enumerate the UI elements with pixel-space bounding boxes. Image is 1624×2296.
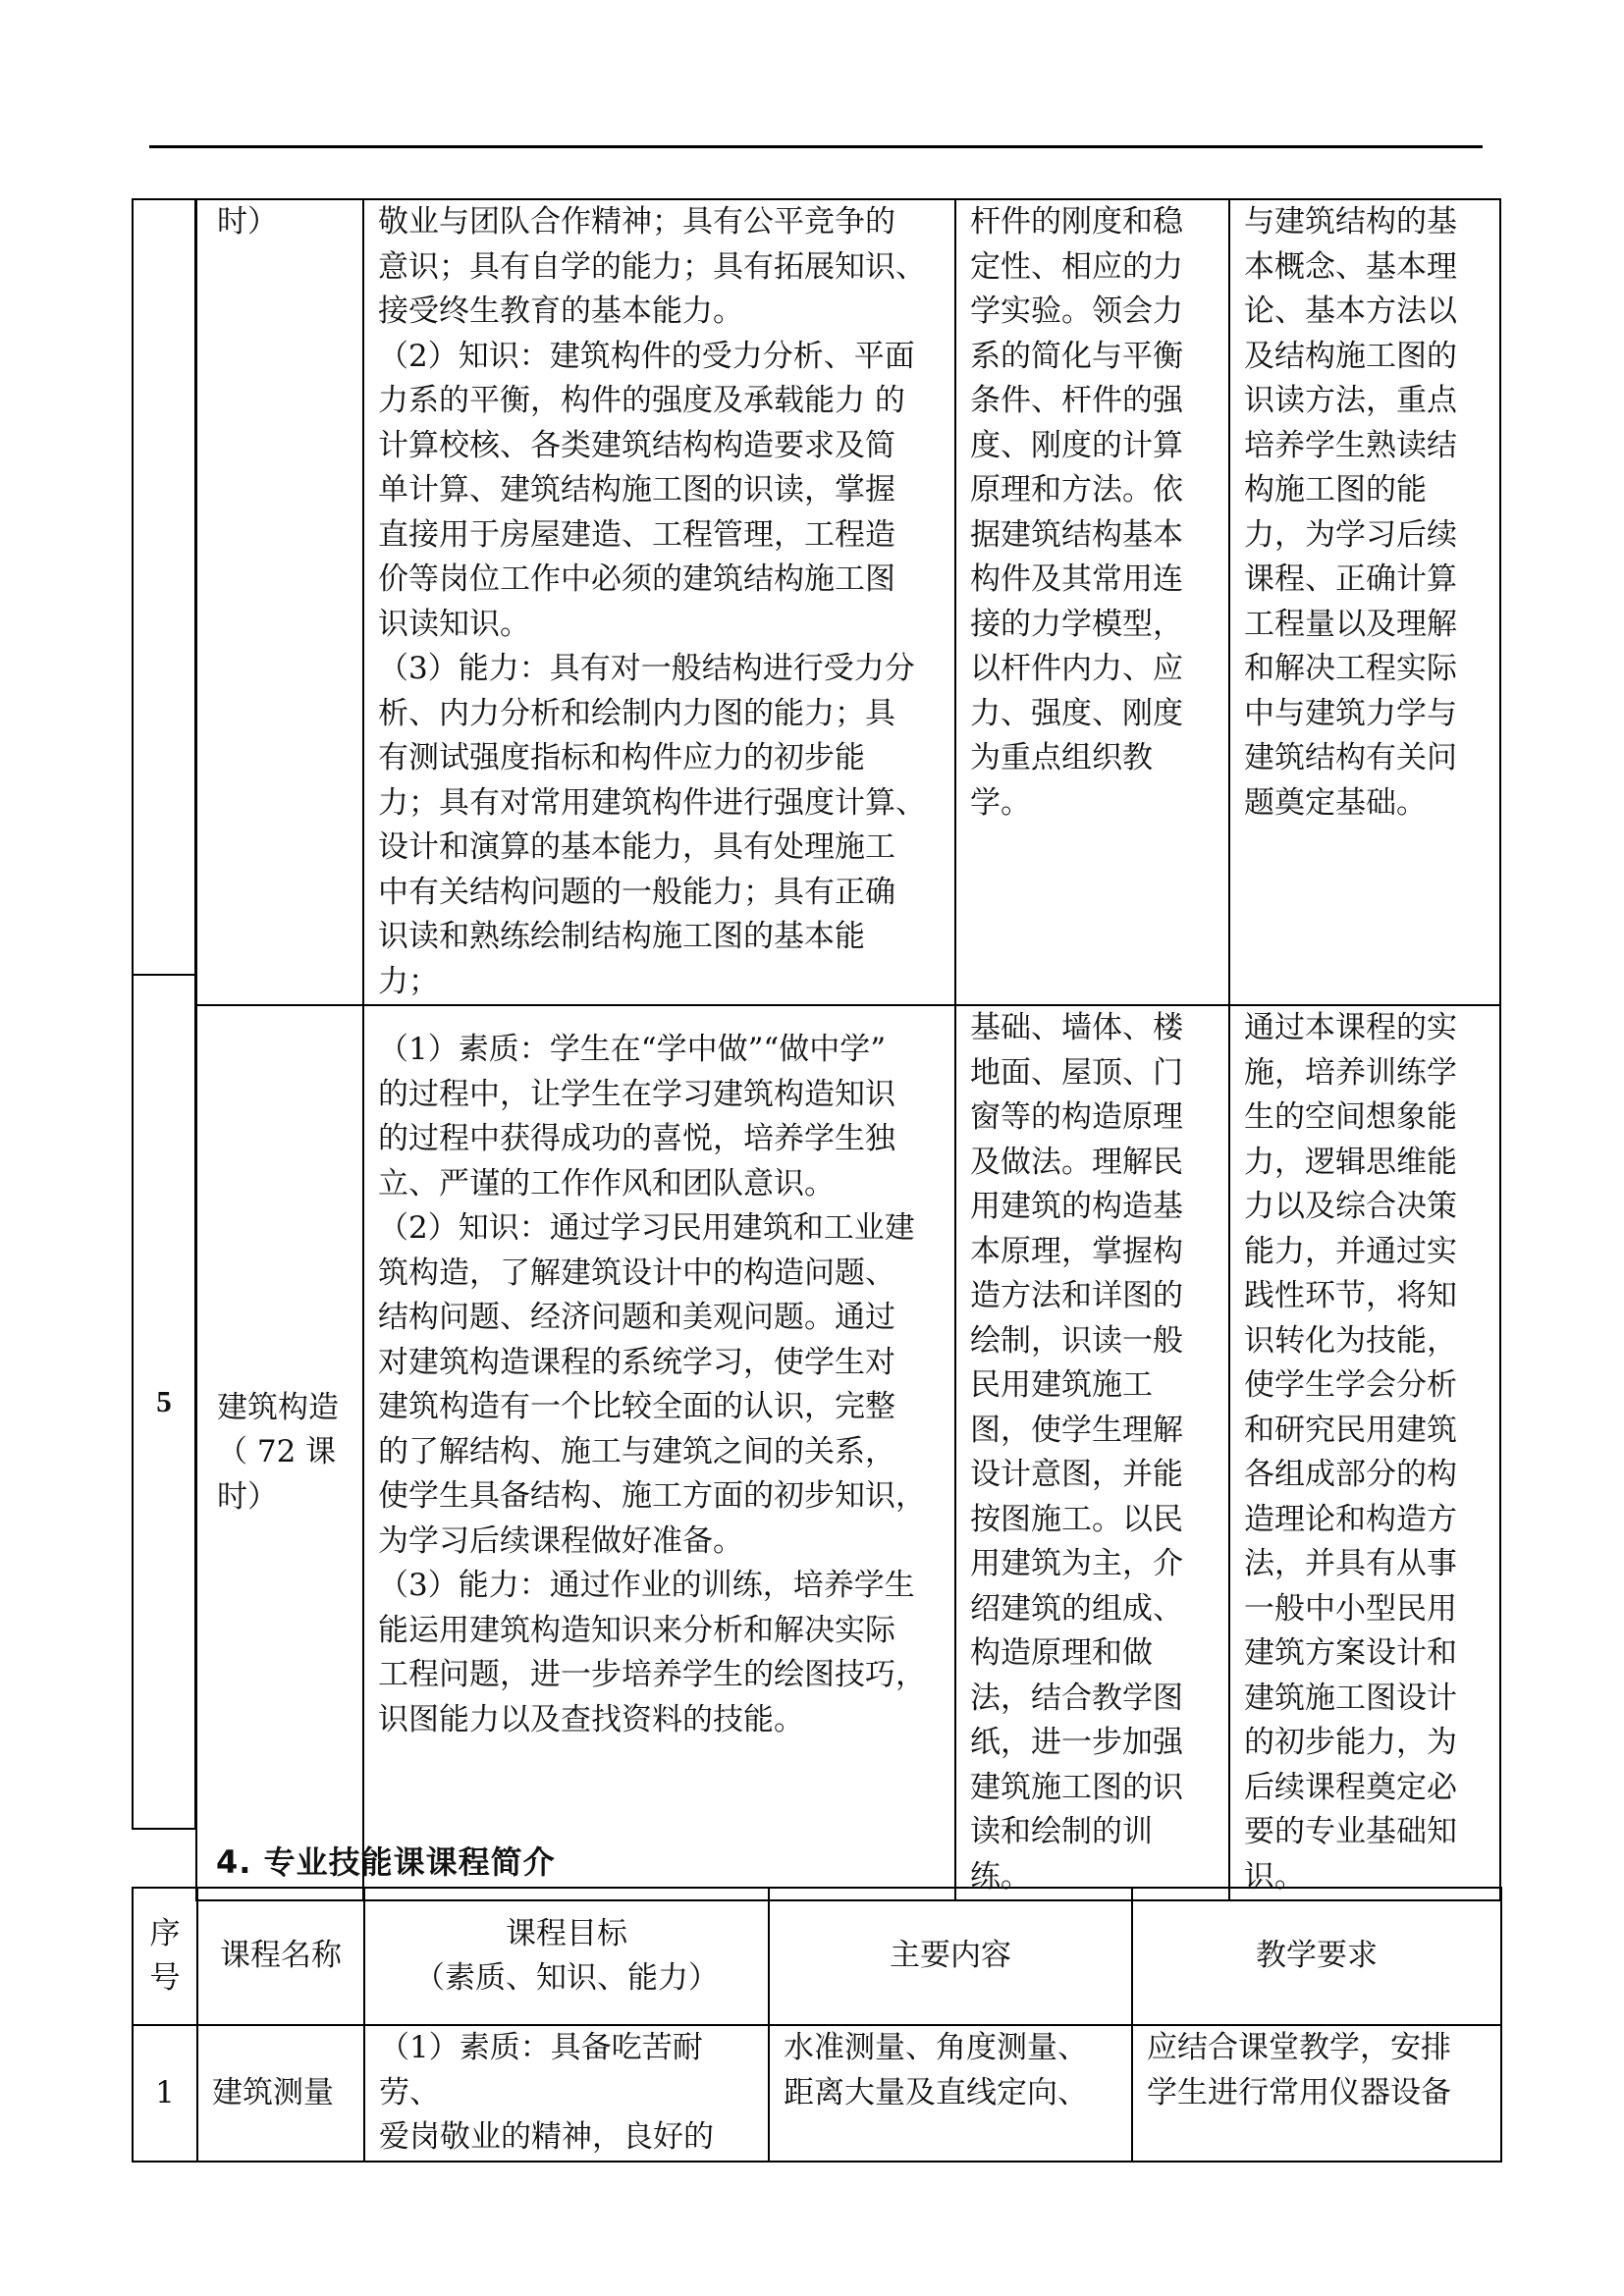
course-table-continued (195, 198, 1501, 1901)
header-content: 主要内容 (769, 1888, 1132, 2025)
requirements-text: 与建筑结构的基 本概念、基本理 论、基本方法以 及结构施工图的 识读方法，重点 培养学生熟读结 构施工图的能 力，为学习后续 课程、正确计算 工程量以及理解 和解决工程实际 中与建筑力学与 建筑结构有关问 题奠定基础。 (1244, 204, 1457, 821)
header-no: 序 号 (133, 1888, 197, 2025)
table-row (133, 2025, 1501, 2162)
skills-course-table (132, 1887, 1502, 2163)
requirements-cell (1229, 199, 1500, 1005)
objectives-cell: （1）素质：具备吃苦耐劳、 爱岗敬业的精神，良好的 (364, 2025, 769, 2162)
course-name-cell (196, 1005, 363, 1900)
section-title: 4. 专业技能课课程简介 (216, 1843, 556, 1881)
row-number: 1 (133, 2025, 197, 2162)
objectives-cell (363, 1005, 955, 1900)
header-objectives: 课程目标 （素质、知识、能力） (364, 1888, 769, 2025)
requirements-text: 通过本课程的实 施，培养训练学 生的空间想象能 力，逻辑思维能 力以及综合决策 能力，并通过实 践性环节，将知 识转化为技能， 使学生学会分析 和研究民用建筑 各组成部分的构 造理论和构造方 法，并具有从事 一般中小型民用 建筑方案设计和 建筑施工图设计 的初步能力，为 后续课程奠定必 要的专业基础知 识。 (1244, 1010, 1457, 1895)
requirements-cell: 应结合课堂教学，安排 学生进行常用仪器设备 (1132, 2025, 1501, 2162)
course-name-cell (196, 199, 363, 1005)
header-course-name: 课程名称 (197, 1888, 364, 2025)
content-text: 基础、墙体、楼 地面、屋顶、门 窗等的构造原理 及做法。理解民 用建筑的构造基 本原理，掌握构 造方法和详图的 绘制，识读一般 民用建筑施工 图，使学生理解 设计意图，并能 按图施工。以民 用建筑为主，介 绍建筑的组成、 构造原理和做 法，结合教学图 纸，进一步加强 建筑施工图的识 读和绘制的训 练。 (970, 1010, 1183, 1895)
requirements-cell (1229, 1005, 1500, 1900)
header-rule (149, 145, 1483, 148)
course-name-line: 时） (217, 1478, 278, 1515)
course-name-line: 时） (217, 204, 278, 240)
objectives-cell (363, 199, 955, 1005)
table-row (196, 1005, 1500, 1900)
objectives-text: （1）素质：学生在“学中做”“做中学” 的过程中，让学生在学习建筑构造知识 的过程中获得成功的喜悦，培养学生独 立、严谨的工作作风和团队意识。 （2）知识：通过学习民用建筑和工业建 筑构造，了解建筑设计中的构造问题、 结构问题、经济问题和美观问题。通过 对建筑构造课程的系统学习，使学生对 建筑构造有一个比较全面的认识，完整 的了解结构、施工与建筑之间的关系， 使学生具备结构、施工方面的初步知识， 为学习后续课程做好准备。 （3）能力：通过作业的训练，培养学生 能运用建筑构造知识来分析和解决实际 工程问题，进一步培养学生的绘图技巧， 识图能力以及查找资料的技能。 (378, 1032, 926, 1737)
course-name-line: （ 72 课 (217, 1434, 337, 1470)
row-number-column (132, 198, 196, 1830)
course-name-line: 建筑构造 (217, 1389, 339, 1425)
course-name-cell: 建筑测量 (197, 2025, 364, 2162)
row-number: 5 (133, 975, 195, 1829)
content-text: 杆件的刚度和稳 定性、相应的力 学实验。领会力 系的简化与平衡 条件、杆件的强 度、刚度的计算 原理和方法。依 据建筑结构基本 构件及其常用连 接的力学模型， 以杆件内力、应 力、强度、刚度 为重点组织教 学。 (970, 204, 1183, 821)
table-row (196, 199, 1500, 1005)
objectives-text: 敬业与团队合作精神；具有公平竞争的 意识；具有自学的能力；具有拓展知识、 接受终生教育的基本能力。 （2）知识：建筑构件的受力分析、平面 力系的平衡，构件的强度及承载能力 的 计算校核、各类建筑结构构造要求及简 单计算、建筑结构施工图的识读，掌握 直接用于房屋建造、工程管理，工程造 价等岗位工作中必须的建筑结构施工图 识读知识。 （3）能力：具有对一般结构进行受力分 析、内力分析和绘制内力图的能力；具 有测试强度指标和构件应力的初步能 力；具有对常用建筑构件进行强度计算、 设计和演算的基本能力，具有处理施工 中有关结构问题的一般能力；具有正确 识读和熟练绘制结构施工图的基本能 力； (378, 204, 926, 999)
row-number (133, 199, 195, 975)
table-header-row (133, 1888, 1501, 2025)
header-requirements: 教学要求 (1132, 1888, 1501, 2025)
content-cell: 水准测量、角度测量、 距离大量及直线定向、 (769, 2025, 1132, 2162)
content-cell (955, 1005, 1229, 1900)
content-cell (955, 199, 1229, 1005)
